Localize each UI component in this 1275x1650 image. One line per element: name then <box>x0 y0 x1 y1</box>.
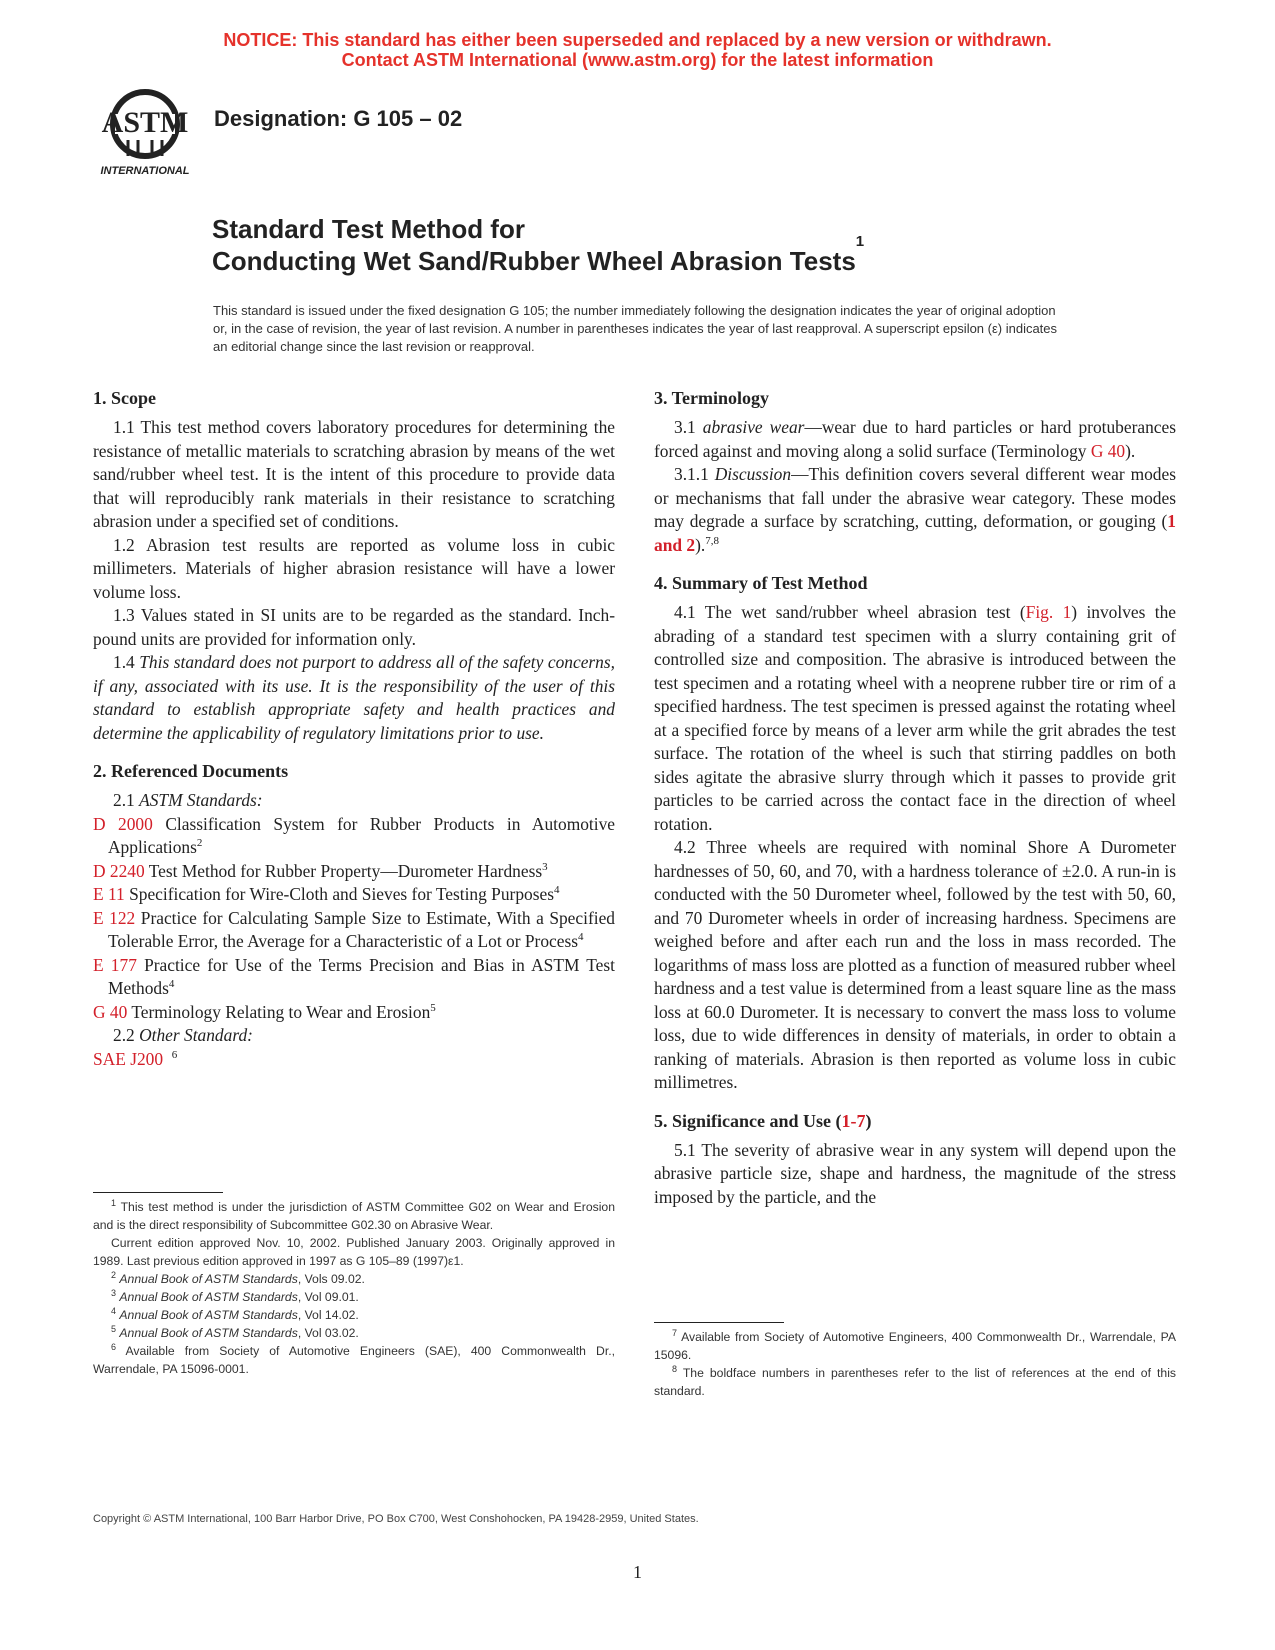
withdrawal-notice <box>0 30 1275 70</box>
footnote: $^2$ Annual Book of ASTM Standards, Vols 09.02. <box>111 1269 365 1286</box>
significance-p1: 5.1 The severity of abrasive wear in any system will depend upon the abrasive particle size, shape and hardness, the magnitude of the stress imposed by the particle, and the <box>654 1139 1176 1207</box>
reference-code-link[interactable]: E 177 <box>93 954 137 975</box>
section-terminology <box>654 386 1176 557</box>
section-significance <box>654 1109 1176 1210</box>
referenced-sub1: 2.1 ASTM Standards: <box>113 790 263 810</box>
left-column <box>93 386 615 1085</box>
reference-code-link[interactable]: E 11 <box>93 884 125 904</box>
document-title <box>212 213 864 277</box>
summary-p1: 4.1 The wet sand/rubber wheel abrasion test (Fig. 1) involves the abrading of a standard test specimen with a slurry containing grit of controlled size and composition. The abrasive is introduced between the test specimen and a rotating wheel with a neoprene rubber tire or rim of a specified hardness. The test specimen is pressed against the rotating wheel at a specified force by means of a lever arm while the grit abrades the test surface. The rotation of the wheel is such that stirring paddles on both sides agitate the abrasive slurry through which it passes to provide grit particles to be carried across the contact face in the direction of wheel rotation. <box>654 602 1176 834</box>
footnotes-left <box>93 1198 615 1378</box>
refs-1-2-link[interactable]: 1 and 2 <box>654 511 1176 555</box>
fig1-link[interactable]: Fig. 1 <box>1025 602 1072 622</box>
scope-p1: 1.1 This test method covers laboratory procedures for determining the resistance of metallic materials to scratching abrasion by means of the wet sand/rubber wheel test. It is the intent of this procedure to provide data that will reproducibly rank materials in their resistance to scratching abrasion under a specified set of conditions. <box>93 417 615 531</box>
section-summary <box>654 571 1176 1095</box>
sae-reference: SAE J200 $^6$ <box>93 1048 178 1069</box>
footnote: $^6$ Available from Society of Automotive Engineers (SAE), 400 Commonwealth Dr., Warrendale, PA 15096-0001. <box>93 1341 615 1376</box>
reference-item: D 2000 Classification System for Rubber Products in Automotive Applications$^2$ <box>93 813 615 857</box>
reference-item: E 122 Practice for Calculating Sample Size to Estimate, With a Specified Tolerable Error, the Average for a Characteristic of a Lot or Process$^4$ <box>93 907 615 951</box>
svg-text:ASTM: ASTM <box>101 106 189 139</box>
right-column <box>654 386 1176 1223</box>
significance-heading: 5. Significance and Use (1-7) <box>654 1110 872 1131</box>
footnote-rule-right <box>654 1322 784 1323</box>
scope-p3: 1.3 Values stated in SI units are to be regarded as the standard. Inch-pound units are provided for information only. <box>93 605 615 649</box>
footnote: $^8$ The boldface numbers in parentheses refer to the list of references at the end of this standard. <box>654 1363 1176 1398</box>
notice-line-2: Contact ASTM International (www.astm.org) for the latest information <box>341 50 934 70</box>
page-number: 1 <box>633 1562 642 1582</box>
referenced-list <box>93 813 615 1025</box>
summary-heading: 4. Summary of Test Method <box>654 573 868 593</box>
scope-p2: 1.2 Abrasion test results are reported as volume loss in cubic millimeters. Materials of higher abrasion resistance will have a lower volume loss. <box>93 534 615 602</box>
terminology-p1: 3.1 abrasive wear—wear due to hard particles or hard protuberances forced against and moving along a solid surface (Terminology G 40). <box>654 417 1176 461</box>
title-line-2: Conducting Wet Sand/Rubber Wheel Abrasion Tests$^1$ <box>212 233 865 276</box>
reference-item: D 2240 Test Method for Rubber Property—Durometer Hardness$^3$ <box>93 860 548 881</box>
section-referenced <box>93 759 615 1071</box>
title-footnote-mark: 1 <box>855 233 865 250</box>
terminology-heading: 3. Terminology <box>654 388 770 408</box>
astm-logo <box>93 86 197 182</box>
terminology-p2: 3.1.1 Discussion—This definition covers several different wear modes or mechanisms that fall under the abrasive wear category. These modes may degrade a surface by scratching, cutting, deformation, or gouging (1 and 2).$^{7,8}$ <box>654 464 1176 555</box>
referenced-heading: 2. Referenced Documents <box>93 761 289 781</box>
scope-p4: 1.4 This standard does not purport to address all of the safety concerns, if any, associated with its use. It is the responsibility of the user of this standard to establish appropriate safety and health practices and determine the applicability of regulatory limitations prior to use. <box>93 652 615 743</box>
reference-code-link[interactable]: E 122 <box>93 907 136 928</box>
footnote-rule-left <box>93 1192 223 1193</box>
reference-code-link[interactable]: D 2000 <box>93 813 153 834</box>
notice-line-1: NOTICE: This standard has either been superseded and replaced by a new version or withdrawn. <box>223 30 1052 50</box>
reference-item: G 40 Terminology Relating to Wear and Erosion$^5$ <box>93 1001 436 1022</box>
section-scope <box>93 386 615 745</box>
referenced-sub2: 2.2 Other Standard: <box>113 1025 253 1045</box>
copyright: Copyright © ASTM International, 100 Barr Harbor Drive, PO Box C700, West Conshohocken, PA 19428-2959, United States. <box>93 1513 699 1525</box>
reference-item: E 177 Practice for Use of the Terms Precision and Bias in ASTM Test Methods$^4$ <box>93 954 615 998</box>
refs-1-7-link[interactable]: 1-7 <box>841 1110 866 1131</box>
footnotes-right <box>654 1328 1176 1400</box>
designation: Designation: G 105 – 02 <box>214 106 463 131</box>
footnote: Current edition approved Nov. 10, 2002. Published January 2003. Originally approved in 1989. Last previous edition approved in 1997 as G 105–89 (1997)ε1. <box>93 1236 615 1268</box>
summary-p2: 4.2 Three wheels are required with nominal Shore A Durometer hardnesses of 50, 60, and 70, with a hardness tolerance of ±2.0. A run-in is conducted with the 50 Durometer wheel, followed by the test with 50, 60, and 70 Durometer wheels in order of increasing hardness. Specimens are weighed before and after each run and the loss in mass recorded. The logarithms of mass loss are plotted as a function of measured rubber wheel hardness and a test value is determined from a least square line as the mass loss at 60.0 Durometer. It is necessary to convert the mass loss to volume loss, due to wide differences in density of materials, in order to obtain a ranking of materials. Abrasion is then reported as volume loss in cubic millimetres. <box>654 837 1176 1092</box>
sae-link[interactable]: SAE J200 <box>93 1048 164 1069</box>
issued-note: This standard is issued under the fixed designation G 105; the number immediately following the designation indicates the year of original adoption or, in the case of revision, the year of last revision. A number in parentheses indicates the year of last reapproval. A superscript epsilon (ε) indicates an editorial change since the last revision or reapproval. <box>213 303 1058 354</box>
footnote: $^1$ This test method is under the jurisdiction of ASTM Committee G02 on Wear and Erosion and is the direct responsibility of Subcommittee G02.30 on Abrasive Wear. <box>93 1197 615 1232</box>
footnote: $^3$ Annual Book of ASTM Standards, Vol 09.01. <box>111 1287 359 1304</box>
reference-code-link[interactable]: D 2240 <box>93 860 145 881</box>
footnote: $^7$ Available from Society of Automotive Engineers, 400 Commonwealth Dr., Warrendale, PA 15096. <box>654 1327 1176 1362</box>
reference-code-link[interactable]: G 40 <box>93 1001 128 1022</box>
footnote: $^5$ Annual Book of ASTM Standards, Vol 03.02. <box>111 1323 359 1340</box>
logo-text: INTERNATIONAL <box>100 165 190 177</box>
reference-item: E 11 Specification for Wire-Cloth and Sieves for Testing Purposes$^4$ <box>93 884 560 904</box>
title-line-1: Standard Test Method for <box>212 214 525 244</box>
footnote: $^4$ Annual Book of ASTM Standards, Vol 14.02. <box>111 1305 359 1322</box>
scope-heading: 1. Scope <box>93 388 156 408</box>
g40-link[interactable]: G 40 <box>1090 440 1126 461</box>
